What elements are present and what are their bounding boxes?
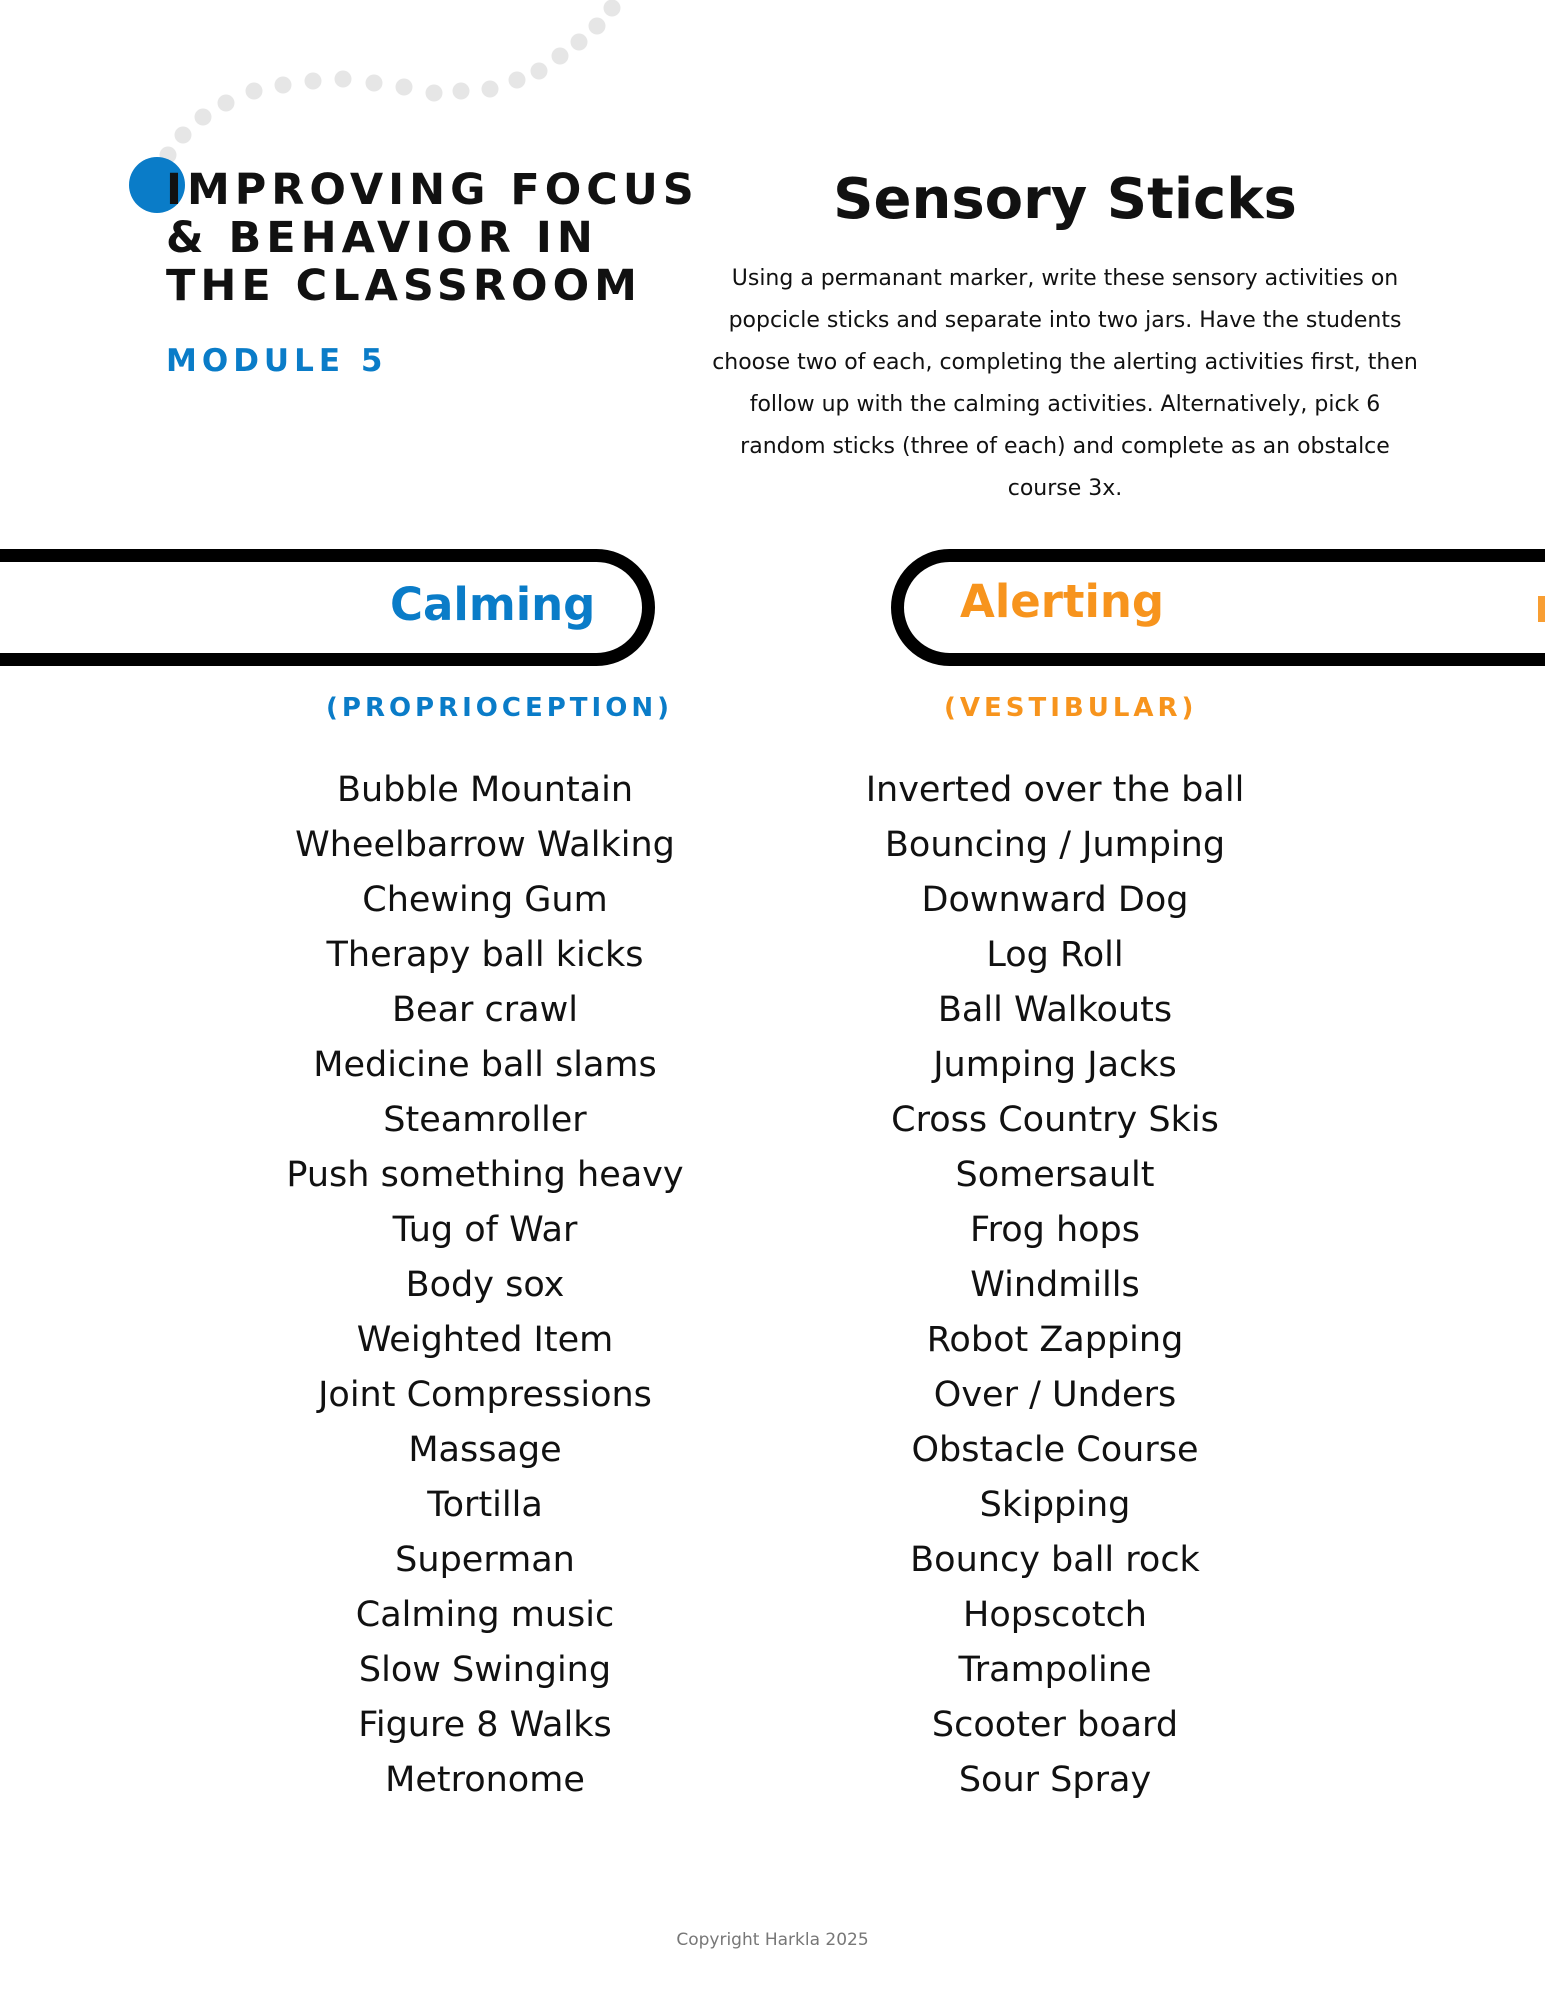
list-item: Bear crawl: [392, 990, 578, 1030]
decorative-dot: [552, 48, 569, 65]
list-item: Skipping: [979, 1485, 1131, 1525]
list-item: Somersault: [955, 1155, 1155, 1195]
alerting-activity-list: [805, 763, 1305, 1808]
decorative-dot: [509, 72, 526, 89]
decorative-dot: [482, 81, 499, 98]
list-item: Massage: [408, 1430, 562, 1470]
decorative-dot: [218, 95, 235, 112]
decorative-dot: [426, 85, 443, 102]
decorative-dot: [531, 63, 548, 80]
list-item: Bouncy ball rock: [910, 1540, 1200, 1580]
list-item: Scooter board: [931, 1705, 1179, 1745]
list-item: Trampoline: [958, 1650, 1152, 1690]
cropped-edge-mark: [1538, 596, 1545, 622]
list-item: Calming music: [355, 1595, 615, 1635]
list-item: Downward Dog: [921, 880, 1189, 920]
list-item: Weighted Item: [356, 1320, 614, 1360]
calming-heading: Calming: [390, 578, 596, 631]
list-item: Joint Compressions: [318, 1375, 652, 1415]
list-item: Cross Country Skis: [891, 1100, 1219, 1140]
list-item: Frog hops: [969, 1210, 1140, 1250]
decorative-dot: [589, 18, 606, 35]
alerting-subtitle: (VESTIBULAR): [944, 693, 1198, 723]
list-item: Push something heavy: [286, 1155, 684, 1195]
list-item: Robot Zapping: [926, 1320, 1184, 1360]
list-item: Log Roll: [986, 935, 1124, 975]
alerting-heading: Alerting: [960, 575, 1165, 628]
decorative-dot: [305, 73, 322, 90]
decorative-dot: [335, 71, 352, 88]
list-item: Sour Spray: [958, 1760, 1152, 1800]
page-title: Sensory Sticks: [833, 167, 1297, 232]
decorative-dot: [275, 77, 292, 94]
list-item: Chewing Gum: [362, 880, 608, 920]
list-item: Therapy ball kicks: [326, 935, 644, 975]
module-label: MODULE 5: [166, 343, 388, 379]
decorative-dot: [246, 83, 263, 100]
decorative-dot: [366, 75, 383, 92]
list-item: Jumping Jacks: [933, 1045, 1177, 1085]
copyright-footer: Copyright Harkla 2025: [676, 1930, 869, 1950]
list-item: Bouncing / Jumping: [884, 825, 1226, 865]
list-item: Windmills: [970, 1265, 1140, 1305]
list-item: Body sox: [405, 1265, 565, 1305]
list-item: Tug of War: [392, 1210, 578, 1250]
decorative-dot: [175, 127, 192, 144]
list-item: Steamroller: [383, 1100, 587, 1140]
intro-paragraph: Using a permanant marker, write these sensory activities on popcicle sticks and separate into two jars. Have the students choose two of each, completing the alerting activities first, then follow up with the calming activities. Alternatively, pick 6 random sticks (three of each) and complete as an obstalce course 3x.: [712, 266, 1418, 501]
list-item: Obstacle Course: [911, 1430, 1199, 1470]
list-item: Slow Swinging: [358, 1650, 612, 1690]
list-item: Inverted over the ball: [865, 770, 1245, 810]
list-item: Ball Walkouts: [937, 990, 1173, 1030]
decorative-dot: [396, 79, 413, 96]
list-item: Hopscotch: [963, 1595, 1147, 1635]
list-item: Superman: [395, 1540, 575, 1580]
decorative-dot: [195, 109, 212, 126]
list-item: Bubble Mountain: [336, 770, 634, 810]
decorative-dot: [604, 0, 621, 17]
list-item: Figure 8 Walks: [358, 1705, 612, 1745]
list-item: Over / Unders: [933, 1375, 1177, 1415]
decorative-dot: [453, 83, 470, 100]
list-item: Tortilla: [427, 1485, 543, 1525]
module-title: IMPROVING FOCUS & BEHAVIOR IN THE CLASSROOM: [166, 165, 699, 311]
calming-subtitle: (PROPRIOCEPTION): [326, 693, 673, 723]
calming-activity-list: [235, 763, 735, 1808]
list-item: Medicine ball slams: [313, 1045, 657, 1085]
list-item: Wheelbarrow Walking: [295, 825, 675, 865]
decorative-dot: [571, 34, 588, 51]
list-item: Metronome: [385, 1760, 585, 1800]
